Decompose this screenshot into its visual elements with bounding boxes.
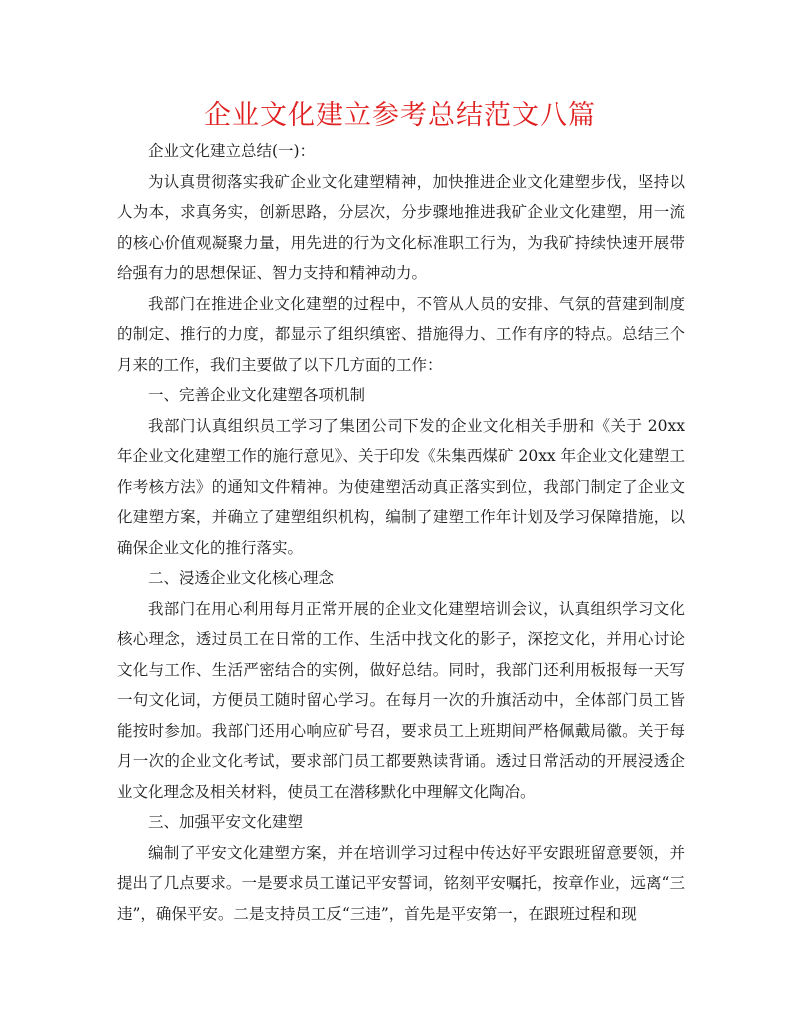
section-subtitle: 企业文化建立总结(一)： — [148, 142, 316, 160]
paragraph-overview: 我部门在推进企业文化建塑的过程中，不管从人员的安排、气氛的营建到制度的制定、推行的力度，都显示了组织缜密、措施得力、工作有序的特点。总结三个月来的工作，我们主要做了以下几方面的工作： — [117, 294, 685, 374]
document-body — [117, 136, 685, 929]
section-heading-1: 一、完善企业文化建塑各项机制 — [148, 386, 366, 404]
paragraph-section-2: 我部门在用心利用每月正常开展的企业文化建塑培训会议，认真组织学习文化核心理念，透过员工在日常的工作、生活中找文化的影子，深挖文化，并用心讨论文化与工作、生活严密结合的实例，做好总结。同时，我部门还利用板报每一天写一句文化词，方便员工随时留心学习。在每月一次的升旗活动中，全体部门员工皆能按时参加。我部门还用心响应矿号召，要求员工上班期间严格佩戴局徽。关于每月一次的企业文化考试，要求部门员工都要熟读背诵。透过日常活动的开展浸透企业文化理念及相关材料，使员工在潜移默化中理解文化陶冶。 — [117, 599, 685, 801]
paragraph-section-1: 我部门认真组织员工学习了集团公司下发的企业文化相关手册和《关于 20xx 年企业文化建塑工作的施行意见》、关于印发《朱集西煤矿 20xx 年企业文化建塑工作考核方法》的通知文件精神。为使建塑活动真正落实到位，我部门制定了企业文化建塑方案，并确立了建塑组织机构，编制了建塑工作年计划及学习保障措施，以确保企业文化的推行落实。 — [117, 416, 685, 557]
document-title: 企业文化建立参考总结范文八篇 — [204, 100, 596, 131]
paragraph-intro: 为认真贯彻落实我矿企业文化建塑精神，加快推进企业文化建塑步伐，坚持以人为本，求真务实，创新思路，分层次，分步骤地推进我矿企业文化建塑，用一流的核心价值观凝聚力量，用先进的行为文化标准职工行为，为我矿持续快速开展带给强有力的思想保证、智力支持和精神动力。 — [117, 172, 685, 282]
paragraph-section-3: 编制了平安文化建塑方案，并在培训学习过程中传达好平安跟班留意要领，并提出了几点要求。一是要求员工谨记平安誓词，铭刻平安嘱托，按章作业，远离“三违”，确保平安。二是支持员工反“三违”，首先是平安第一，在跟班过程和现 — [117, 843, 685, 923]
section-heading-2: 二、浸透企业文化核心理念 — [148, 569, 335, 587]
section-heading-3: 三、加强平安文化建塑 — [148, 813, 304, 831]
